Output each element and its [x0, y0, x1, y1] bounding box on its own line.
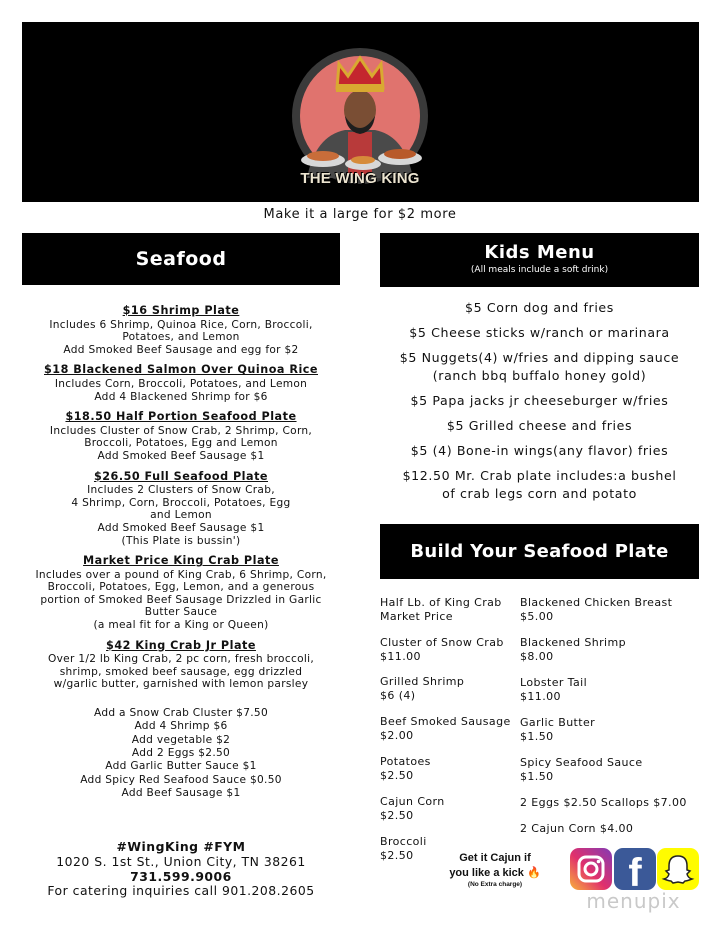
build-option: [380, 675, 464, 703]
addon-item: Add Spicy Red Seafood Sauce $0.50: [80, 773, 282, 786]
build-plate-header: Build Your Seafood Plate: [380, 524, 699, 579]
plate-line: Includes 6 Shrimp, Quinoa Rice, Corn, Broccoli,: [49, 318, 313, 331]
build-option: [380, 715, 511, 743]
plate-title: $18 Blackened Salmon Over Quinoa Rice: [44, 363, 318, 377]
addon-item: Add 2 Eggs $2.50: [131, 746, 231, 759]
contact-footer: [22, 840, 340, 899]
build-option-name: Garlic Butter: [520, 716, 596, 729]
plate-item: [22, 640, 340, 691]
header-banner: [22, 22, 699, 202]
kids-item-line: $5 Corn dog and fries: [465, 300, 614, 315]
kids-item-line: $5 Papa jacks jr cheeseburger w/fries: [410, 393, 669, 408]
build-option-price: $1.50: [520, 730, 554, 743]
plate-title: $16 Shrimp Plate: [122, 304, 240, 317]
plate-line: Add Smoked Beef Sausage $1: [97, 521, 265, 534]
plate-line: w/garlic butter, garnished with lemon parsley: [53, 678, 309, 691]
kids-item: [380, 392, 699, 410]
plate-title: $18.50 Half Portion Seafood Plate: [65, 410, 297, 424]
phone-number[interactable]: 731.599.9006: [130, 868, 232, 884]
build-option-name: Blackened Shrimp: [520, 636, 626, 649]
instagram-glyph: [570, 848, 612, 890]
plate-line: Includes over a pound of King Crab, 6 Shrimp, Corn,: [35, 568, 327, 581]
build-option: [380, 755, 431, 783]
cajun-line: you like a kick 🔥: [449, 867, 541, 879]
kids-item: [380, 417, 699, 435]
build-option-price: $11.00: [380, 650, 421, 663]
facebook-icon[interactable]: f: [614, 848, 656, 890]
plate-line: 4 Shrimp, Corn, Broccoli, Potatoes, Egg: [71, 496, 291, 509]
cajun-badge: [436, 851, 554, 889]
plate-item: [22, 364, 340, 403]
plate-line: Broccoli, Potatoes, Egg and Lemon: [84, 437, 278, 450]
build-option-name: Spicy Seafood Sauce: [520, 756, 643, 769]
kids-item: [380, 442, 699, 460]
plate-line: (This Plate is bussin'): [121, 534, 241, 547]
build-option: [520, 716, 595, 744]
plate-line: Broccoli, Potatoes, Egg, Lemon, and a generous: [47, 581, 315, 594]
plate-title: Market Price King Crab Plate: [83, 554, 279, 568]
brand-name: THE WING KING: [300, 170, 420, 187]
plate-title: $42 King Crab Jr Plate: [106, 638, 256, 652]
plate-line: Add 4 Blackened Shrimp for $6: [94, 390, 268, 403]
kids-item-line: of crab legs corn and potato: [442, 486, 637, 501]
addons-list: [22, 707, 340, 800]
plate-item: [22, 411, 340, 462]
plate-line: Includes Cluster of Snow Crab, 2 Shrimp, Corn,: [49, 424, 313, 437]
kids-menu-title: Kids Menu: [484, 242, 595, 263]
build-option-price: $1.50: [520, 770, 554, 783]
build-option-price: $8.00: [520, 650, 554, 663]
plate-line: Over 1/2 lb King Crab, 2 pc corn, fresh broccoli,: [47, 653, 315, 666]
plate-line: portion of Smoked Beef Sausage Drizzled in Garlic: [40, 593, 322, 606]
kids-item-line: $5 Cheese sticks w/ranch or marinara: [409, 325, 670, 340]
large-size-note: Make it a large for $2 more: [263, 207, 457, 222]
build-option-name: Beef Smoked Sausage: [380, 715, 511, 728]
kids-item-line: $5 Nuggets(4) w/fries and dipping sauce: [399, 350, 680, 365]
kids-item-line: $12.50 Mr. Crab plate includes:a bushel: [402, 468, 677, 483]
build-option-price: $11.00: [520, 690, 561, 703]
build-option-name: Cajun Corn: [380, 795, 445, 808]
kids-item: [380, 299, 699, 317]
build-option-price: $2.50: [380, 809, 414, 822]
cajun-line: Get it Cajun if: [459, 852, 531, 864]
addon-item: Add vegetable $2: [131, 733, 231, 746]
build-option-name: Broccoli: [380, 835, 427, 848]
kids-item: [380, 349, 699, 385]
cajun-note: (No Extra charge): [467, 881, 523, 888]
kids-menu-subtitle: (All meals include a soft drink): [470, 265, 609, 275]
build-option: [380, 795, 445, 823]
build-option-price: $6 (4): [380, 689, 416, 702]
plate-line: Includes Corn, Broccoli, Potatoes, and Lemon: [54, 377, 308, 390]
kids-menu-list: [380, 299, 699, 510]
plate-line: and Lemon: [150, 509, 212, 522]
build-option: [520, 822, 633, 836]
plate-line: (a meal fit for a King or Queen): [93, 619, 269, 632]
plate-line: Butter Sauce: [144, 606, 218, 619]
snapchat-icon[interactable]: [657, 848, 699, 890]
kids-item-line: $5 (4) Bone-in wings(any flavor) fries: [410, 443, 669, 458]
plate-line: Add Smoked Beef Sausage $1: [97, 449, 265, 462]
address: 1020 S. 1st St., Union City, TN 38261: [56, 853, 306, 869]
build-option-name: Grilled Shrimp: [380, 675, 465, 688]
build-option-price: Market Price: [380, 610, 453, 623]
wing-king-logo: [285, 28, 435, 200]
seafood-header: Seafood: [22, 233, 340, 285]
kids-item-line: $5 Grilled cheese and fries: [446, 418, 633, 433]
plate-line: Includes 2 Clusters of Snow Crab,: [87, 484, 275, 497]
build-option-name: Potatoes: [380, 755, 431, 768]
plate-item: [22, 555, 340, 632]
build-option: [380, 636, 504, 664]
build-option: [520, 796, 687, 810]
build-option-price: $2.50: [380, 769, 414, 782]
hashtags: #WingKing #FYM: [116, 839, 246, 854]
plate-line: Add Smoked Beef Sausage and egg for $2: [63, 343, 299, 356]
build-option: [520, 636, 626, 664]
build-option-name: Half Lb. of King Crab: [380, 596, 502, 609]
build-option: [520, 676, 587, 704]
plate-line: Potatoes, and Lemon: [122, 331, 240, 344]
plate-line: shrimp, smoked beef sausage, egg drizzled: [59, 665, 303, 678]
build-option: [520, 596, 672, 624]
plate-item: [22, 471, 340, 548]
addon-item: Add 4 Shrimp $6: [134, 720, 228, 733]
build-option-price: $5.00: [520, 610, 554, 623]
build-option-name: 2 Cajun Corn $4.00: [520, 822, 634, 835]
build-option: [520, 756, 643, 784]
kids-item-line: (ranch bbq buffalo honey gold): [432, 368, 647, 383]
build-option-name: 2 Eggs $2.50 Scallops $7.00: [520, 796, 687, 809]
kids-item: [380, 467, 699, 503]
menupix-watermark: menupix: [586, 889, 681, 913]
build-option: [380, 596, 502, 624]
snapchat-ghost: [657, 848, 699, 890]
plate-title: $26.50 Full Seafood Plate: [93, 469, 269, 483]
build-option-name: Blackened Chicken Breast: [520, 596, 673, 609]
addon-item: Add Beef Sausage $1: [121, 786, 241, 799]
addon-item: Add a Snow Crab Cluster $7.50: [93, 707, 269, 720]
build-option-name: Cluster of Snow Crab: [380, 636, 504, 649]
build-option-price: $2.50: [380, 849, 414, 862]
build-option-name: Lobster Tail: [520, 676, 588, 689]
build-option: [380, 835, 427, 863]
instagram-icon[interactable]: [570, 848, 612, 890]
catering-note: For catering inquiries call 901.208.2605: [47, 883, 315, 899]
build-option-price: $2.00: [380, 729, 414, 742]
seafood-list: [22, 305, 340, 800]
plate-item: [22, 305, 340, 356]
addon-item: Add Garlic Butter Sauce $1: [105, 760, 257, 773]
kids-item: [380, 324, 699, 342]
kids-menu-header: [380, 233, 699, 287]
